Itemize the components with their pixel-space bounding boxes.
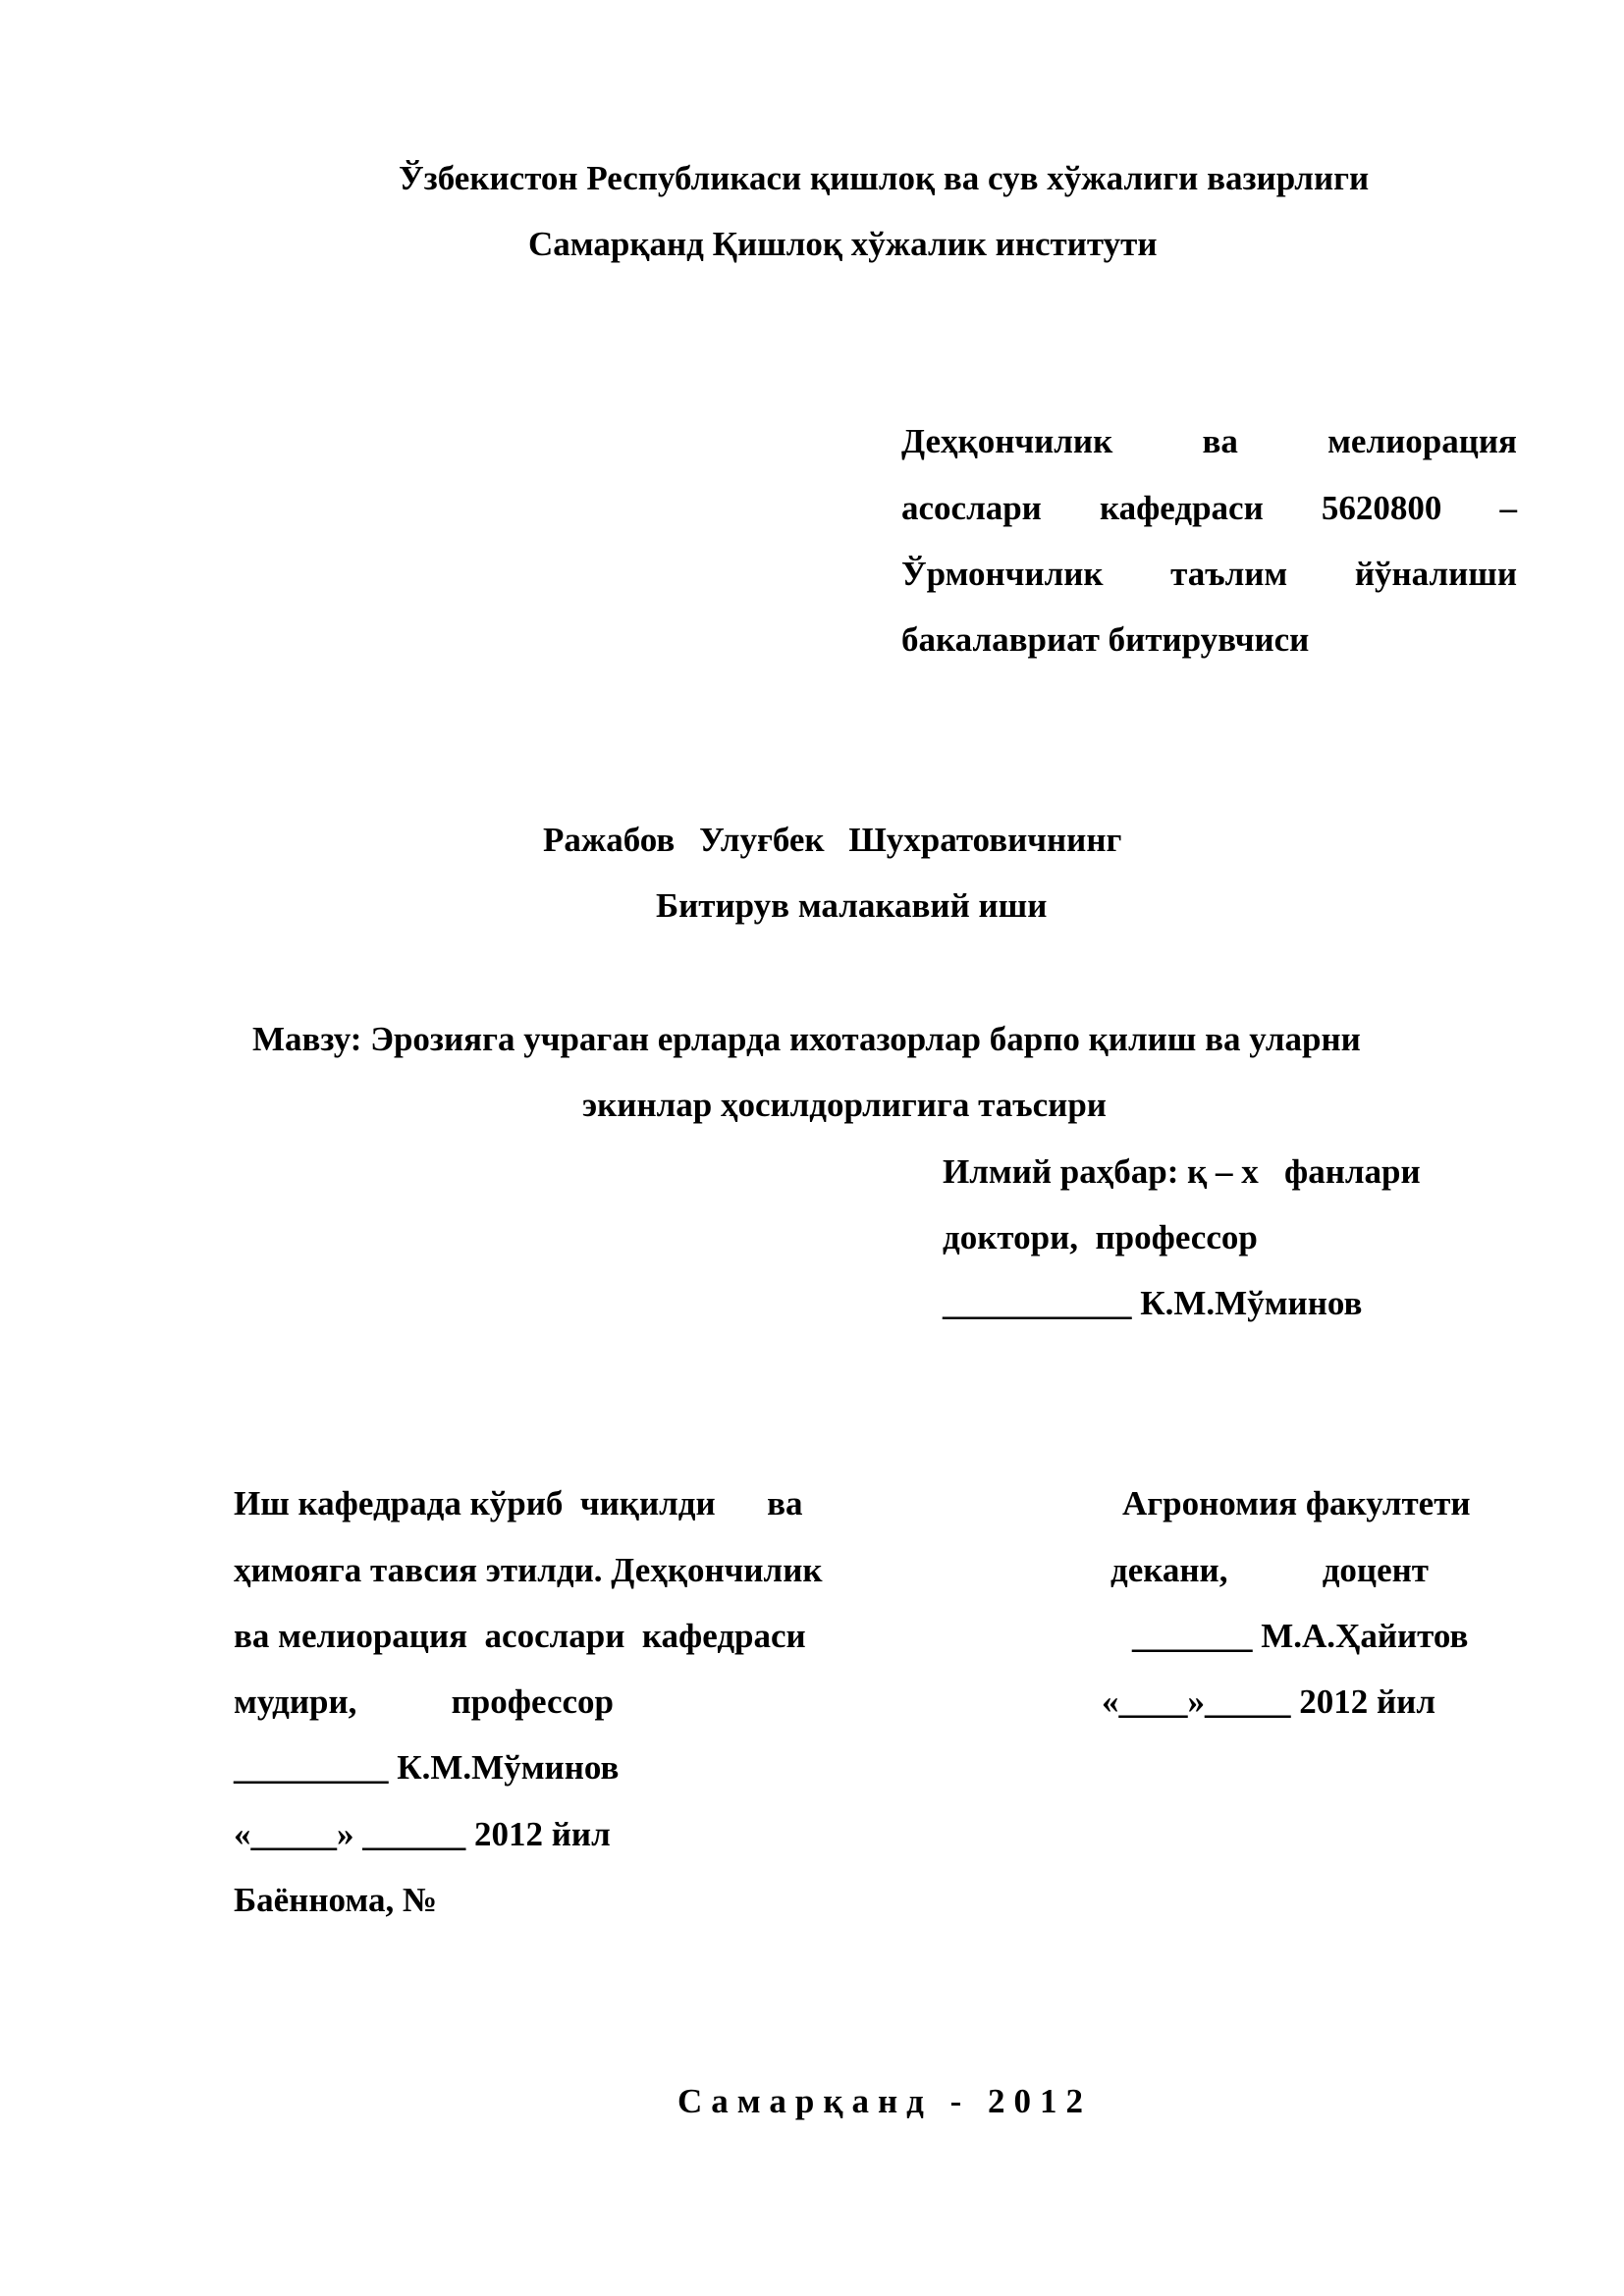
topic-line-1: Мавзу: Эрозияга учраган ерларда ихотазорлар барпо қилиш ва уларни [252,1020,1361,1058]
left-approval-line-2: ҳимояга тавсия этилди. Деҳқончилик [234,1551,823,1589]
department-line-4: бакалавриат битирувчиси [901,620,1310,659]
left-approval-signature: _________ К.М.Мўминов [234,1748,620,1787]
department-line-1: Деҳқончилик ва мелиорация [901,422,1517,460]
supervisor-line-2: доктори, профессор [943,1218,1258,1256]
right-approval-date: «____»_____ 2012 йил [1102,1682,1435,1721]
right-approval-line-2: декани, доцент [1110,1551,1429,1589]
department-line-2: асослари кафедраси 5620800 – [901,489,1517,527]
supervisor-signature: ___________ К.М.Мўминов [943,1284,1363,1322]
footer-city-year: Самарқанд - 2012 [677,2082,1093,2120]
left-approval-line-4: мудири, профессор [234,1682,614,1721]
right-approval-line-1: Агрономия факултети [1122,1484,1471,1522]
left-approval-protocol: Баённома, № [234,1881,438,1919]
author-name: Ражабов Улуғбек Шухратовичнинг [543,821,1122,859]
right-approval-signature: _______ М.А.Ҳайитов [1132,1617,1469,1655]
department-line-3: Ўрмончилик таълим йўналиши [901,555,1517,593]
left-approval-line-1: Иш кафедрада кўриб чиқилди ва [234,1484,803,1522]
left-approval-date: «_____» ______ 2012 йил [234,1815,611,1853]
left-approval-line-3: ва мелиорация асослари кафедраси [234,1617,806,1655]
institute-title: Самарқанд Қишлоқ хўжалик институти [528,225,1158,263]
work-type: Битирув малакавий иши [656,886,1048,925]
ministry-title: Ўзбекистон Республикаси қишлоқ ва сув хўжалиги вазирлиги [399,159,1370,197]
supervisor-line-1: Илмий раҳбар: қ – х фанлари [943,1152,1421,1191]
department-block [901,422,1517,660]
topic-line-2: экинлар ҳосилдорлигига таъсири [582,1086,1107,1124]
